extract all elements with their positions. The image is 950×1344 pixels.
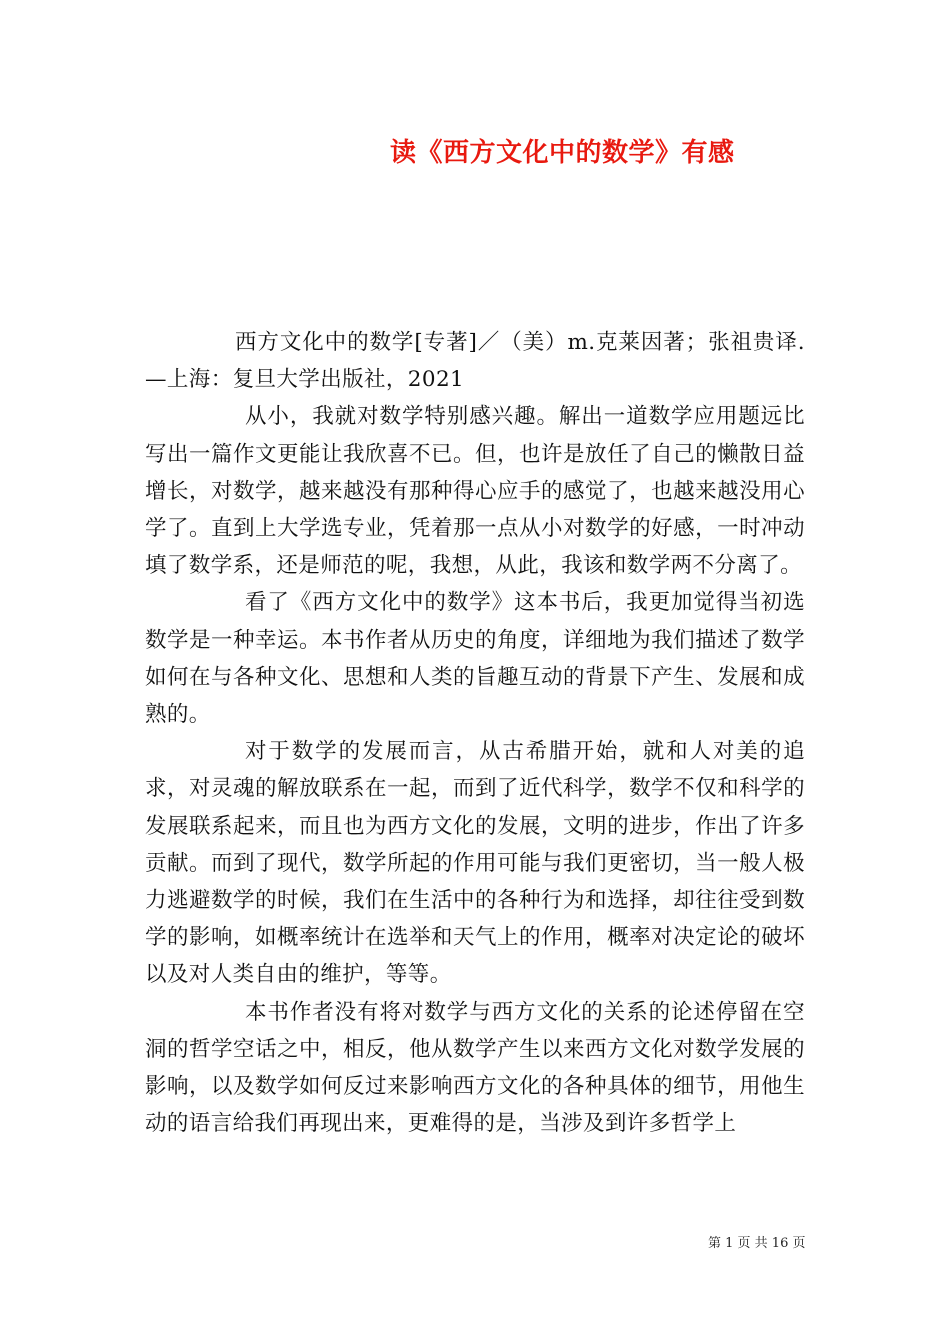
document-title: 读《西方文化中的数学》有感	[390, 138, 735, 168]
document-body	[145, 324, 805, 1142]
page-number: 第 1 页 共 16 页	[708, 1236, 806, 1251]
paragraph: 看了《西方文化中的数学》这本书后，我更加觉得当初选数学是一种幸运。本书作者从历史的角度，详细地为我们描述了数学如何在与各种文化、思想和人类的旨趣互动的背景下产生、发展和成熟的。	[145, 590, 805, 728]
paragraph: 本书作者没有将对数学与西方文化的关系的论述停留在空洞的哲学空话之中，相反，他从数学产生以来西方文化对数学发展的影响，以及数学如何反过来影响西方文化的各种具体的细节，用他生动的语言给我们再现出来，更难得的是，当涉及到许多哲学上	[145, 999, 805, 1137]
paragraph: 对于数学的发展而言，从古希腊开始，就和人对美的追求，对灵魂的解放联系在一起，而到了近代科学，数学不仅和科学的发展联系起来，而且也为西方文化的发展，文明的进步，作出了许多贡献。而到了现代，数学所起的作用可能与我们更密切，当一般人极力逃避数学的时候，我们在生活中的各种行为和选择，却往往受到数学的影响，如概率统计在选举和天气上的作用，概率对决定论的破坏以及对人类自由的维护，等等。	[145, 739, 805, 988]
citation-text: 西方文化中的数学[专著]／（美）m.克莱因著；张祖贵译.—上海：复旦大学出版社，2021	[145, 330, 805, 393]
paragraph: 从小，我就对数学特别感兴趣。解出一道数学应用题远比写出一篇作文更能让我欣喜不已。但，也许是放任了自己的懒散日益增长，对数学，越来越没有那种得心应手的感觉了，也越来越没用心学了。直到上大学选专业，凭着那一点从小对数学的好感，一时冲动填了数学系，还是师范的呢，我想，从此，我该和数学两不分离了。	[145, 404, 805, 579]
